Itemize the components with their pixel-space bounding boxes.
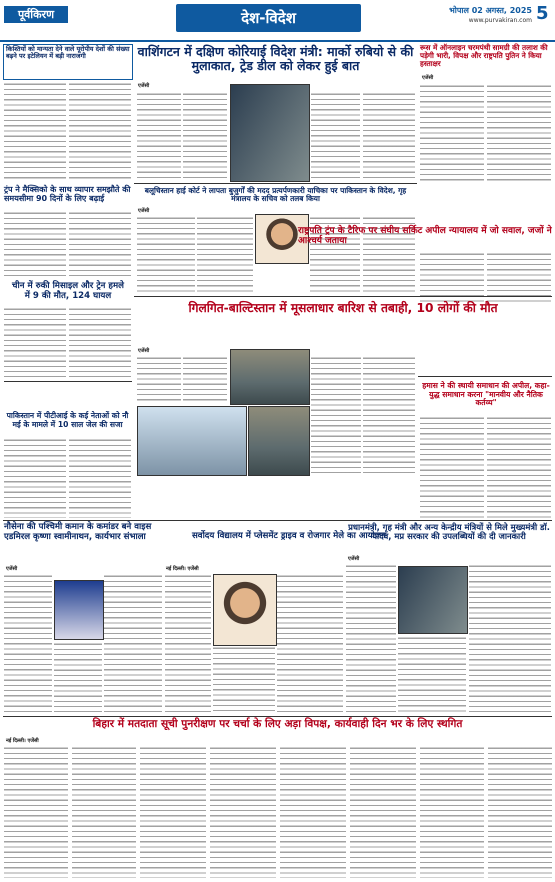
byline: एजेंसी [422,75,434,81]
article-text [487,252,551,302]
headline-italy: किश्तियों को मान्यता देने वाले यूरोपीय देशों की संख्या बढ़ने पर इटेलियन में बड़ी नाराजगी [6,45,130,61]
photo-navy-ceremony [54,580,104,640]
headline-sarvodaya: सर्वोदय विद्यालय में प्लेसमेंट ड्राइव व रोजगार मेले का आयोजन [191,531,387,541]
divider [3,520,552,521]
article-text [183,356,227,402]
headline-trump-tariff-court: राष्ट्रपति ट्रंप के टैरिफ पर संघीय सर्किट अपील न्यायालय में जो सवाल, जजों ने आश्चर्य जताया [298,226,552,247]
photo-flood-right [248,406,310,476]
page-number: 5 [536,3,549,24]
article-text [69,211,131,279]
article-text [165,574,211,712]
article-text [197,216,253,292]
headline-trump-mexico: ट्रंप ने मैक्सिको के साथ व्यापार समझौते की समयसीमा 90 दिनों के लिए बढ़ाई [4,185,131,203]
headline-pti: पाकिस्तान में पीटीआई के कई नेताओं को नौ मई के मामले में 10 साल जेल की सजा [6,411,129,429]
article-text [420,84,484,184]
article-text [280,746,346,878]
article-text [311,356,361,474]
article-text [398,636,466,712]
article-text [137,356,181,402]
article-text [69,82,131,182]
headline-bihar: बिहार में मतदाता सूची पुनरीक्षण पर चर्चा के लिए अड़ा विपक्ष, कार्यवाही दिन भर के लिए स्थगित [92,718,463,730]
photo-cm-portrait [213,574,277,646]
headline-china: चीन में रुकी मिसाइल और ट्रेन हमले में 9 की मौत, 124 घायल [12,281,124,301]
headline-gilgit: गिलगित-बाल्टिस्तान में मूसलाधार बारिश से तबाही, 10 लोगों की मौत [188,301,498,315]
divider [4,381,132,382]
article-text [4,574,52,712]
website-url: www.purvakiran.com [468,17,532,24]
byline: एजेंसी [138,83,150,89]
article-text [54,642,102,712]
photo-rubio-meeting [230,84,310,182]
photo-flood-river [137,406,247,476]
brand-logo: पूर्वकिरण [4,6,68,23]
byline: एजेंसी [138,348,150,354]
article-text [469,564,551,712]
divider [134,183,417,184]
byline: नई दिल्ली। एजेंसी [166,566,199,572]
article-text [4,211,66,279]
headline-pak-court: बलूचिस्तान हाई कोर्ट ने लापता बुजुर्गों की मदद प्रत्यर्पणकारी याचिका पर पाकिस्तान के विदेश, गृह मंत्रालय के सचिव को तलब किया [144,186,407,204]
article-text [311,92,360,178]
section-title: देश-विदेश [176,4,361,32]
article-text [487,416,551,520]
article-text [363,356,415,474]
article-text [4,307,66,377]
article-text [104,574,162,712]
article-text [488,746,552,878]
byline: एजेंसी [348,556,360,562]
article-text [420,416,484,520]
article-text [183,92,227,178]
article-text [346,564,396,712]
article-text [363,92,415,178]
photo-flood-left [230,349,310,405]
photo-pm-meeting [398,566,468,634]
dateline: भोपाल 02 अगस्त, 2025 [449,6,532,15]
headline-pm-meeting: प्रधानमंत्री, गृह मंत्री और अन्य केन्द्रीय मंत्रियों से मिले मुख्यमंत्री डॉ. यादव, मप्र सरकार की उपलब्धियों की दी जानकारी [348,522,550,542]
byline: एजेंसी [138,208,150,214]
headline-russia: रूस में ऑनलाइन चरमपंथी सामग्री की तलाश की पड़ेगी भारी, विपक्ष और राष्ट्रपति पुतिन ने किया हस्ताक्षर [420,43,548,69]
article-text [4,746,68,878]
article-text [4,82,66,182]
article-text [277,574,343,712]
article-text [140,746,206,878]
article-text [69,307,131,377]
article-text [137,92,181,178]
headline-navy: नौसेना की पश्चिमी कमान के कमांडर बने वाइस एडमिरल कृष्णा स्वामीनाथन, कार्यभार संभाला [4,522,152,542]
headline-main: वाशिंगटन में दक्षिण कोरियाई विदेश मंत्री: मार्को रुबियो से की मुलाकात, ट्रेड डील को लेकर हुई बात [137,44,414,73]
divider [3,716,552,717]
article-text [4,438,66,518]
article-text [69,438,131,518]
byline: एजेंसी [6,566,18,572]
article-text [420,746,484,878]
divider [418,376,552,377]
article-text [420,252,484,302]
divider [134,296,552,297]
article-text [487,84,551,184]
article-text [213,646,275,712]
headline-hamas: हमास ने की स्थायी समाधान की अपील, कहा- युद्ध समाधान करना "मानवीय और नैतिक कर्तव्य" [422,381,550,407]
byline: नई दिल्ली। एजेंसी [6,738,39,744]
article-text [210,746,276,878]
article-text [350,746,416,878]
article-text [137,216,195,292]
article-text [72,746,136,878]
